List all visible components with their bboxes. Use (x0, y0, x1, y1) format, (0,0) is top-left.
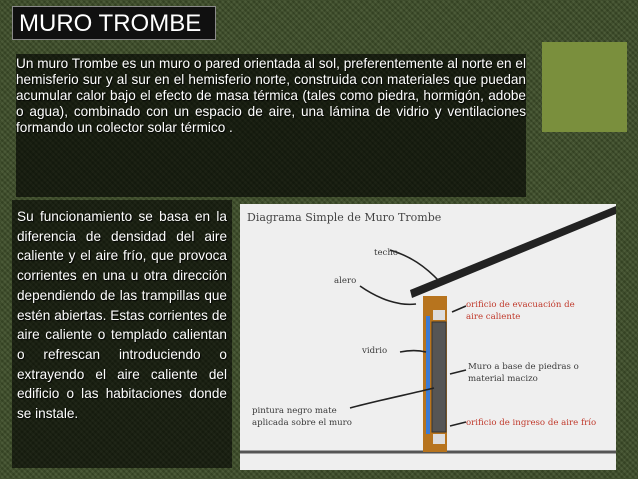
label-ingreso: orificio de ingreso de aire frío (466, 418, 597, 428)
arrow-pintura (350, 388, 434, 408)
slide-title: MURO TROMBE (12, 6, 216, 40)
label-pintura-1: pintura negro mate (252, 406, 337, 416)
lower-vent (433, 434, 445, 444)
label-pintura-2: aplicada sobre el muro (252, 418, 352, 428)
label-techo: techo (374, 248, 399, 258)
upper-vent (433, 310, 445, 320)
arrow-muro (450, 370, 466, 374)
arrow-alero (360, 286, 416, 304)
glass-pane (426, 316, 430, 434)
massive-wall (432, 322, 446, 432)
diagram-title: Diagrama Simple de Muro Trombe (247, 211, 442, 224)
arrow-evacuacion (452, 306, 466, 312)
decorative-green-block (542, 42, 627, 132)
label-evacuacion-2: aire caliente (466, 312, 521, 322)
label-alero: alero (334, 276, 357, 286)
arrow-vidrio (400, 351, 426, 353)
side-paragraph: Su funcionamiento se basa en la diferencia de densidad del aire caliente y el aire frío, que provoca corrientes en una u otra dirección dependiendo de las trampillas que estén abiertas. Estas corrientes de aire caliente o templado calientan o refrescan introduciendo o extrayendo el aire caliente del edificio o las habitaciones donde se instale. (17, 209, 227, 422)
arrow-ingreso (450, 422, 466, 426)
diagram-drawing (240, 204, 616, 470)
trombe-diagram (240, 204, 616, 470)
label-evacuacion-1: orificio de evacuación de (466, 300, 575, 310)
label-muro-1: Muro a base de piedras o (468, 362, 579, 372)
label-muro-2: material macizo (468, 374, 538, 384)
label-vidrio: vidrio (362, 346, 388, 356)
intro-paragraph: Un muro Trombe es un muro o pared orientada al sol, preferentemente al norte en el hemisferio sur y al sur en el hemisferio norte, construida con materiales que puedan acumular calor bajo el efecto de masa térmica (tales como piedra, hormigón, adobe o agua), combinado con un espacio de aire, una lámina de vidrio y ventilaciones formando un colector solar térmico . (16, 56, 526, 136)
